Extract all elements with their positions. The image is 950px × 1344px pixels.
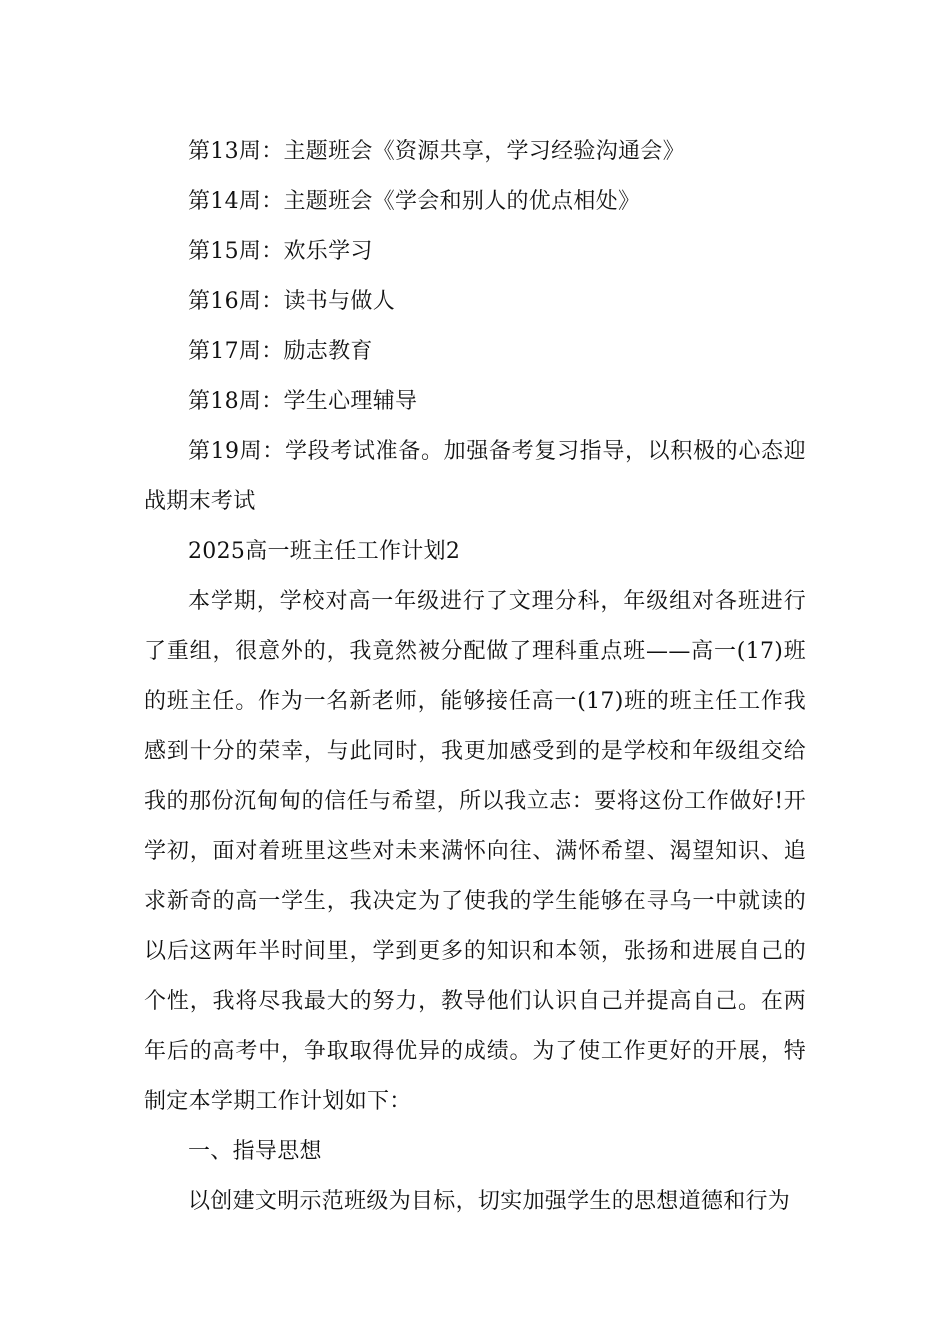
guiding-thought-paragraph: 以创建文明示范班级为目标，切实加强学生的思想道德和行为: [188, 1189, 791, 1214]
week-16-item: 第16周：读书与做人: [188, 289, 395, 314]
week-14-item: 第14周：主题班会《学会和别人的优点相处》: [188, 189, 641, 214]
week-18-item: 第18周：学生心理辅导: [188, 389, 418, 414]
intro-paragraph: 本学期，学校对高一年级进行了文理分科，年级组对各班进行了重组，很意外的，我竟然被分配做了理科重点班——高一(17)班的班主任。作为一名新老师，能够接任高一(17)班的班主任工作我感到十分的荣幸，与此同时，我更加感受到的是学校和年级组交给我的那份沉甸甸的信任与希望，所以我立志：要将这份工作做好!开学初，面对着班里这些对未来满怀向往、满怀希望、渴望知识、追求新奇的高一学生，我决定为了使我的学生能够在寻乌一中就读的以后这两年半时间里，学到更多的知识和本领，张扬和进展自己的个性，我将尽我最大的努力，教导他们认识自己并提高自己。在两年后的高考中，争取取得优异的成绩。为了使工作更好的开展，特制定本学期工作计划如下：: [144, 589, 806, 1114]
heading-guiding-thought: 一、指导思想: [188, 1139, 322, 1164]
week-17-item: 第17周：励志教育: [188, 339, 373, 364]
week-19-item: 第19周：学段考试准备。加强备考复习指导，以积极的心态迎战期末考试: [144, 439, 806, 514]
week-13-item: 第13周：主题班会《资源共享，学习经验沟通会》: [188, 139, 685, 164]
week-15-item: 第15周：欢乐学习: [188, 239, 373, 264]
section-title: 2025高一班主任工作计划2: [188, 539, 461, 564]
document-body: [144, 127, 806, 1227]
